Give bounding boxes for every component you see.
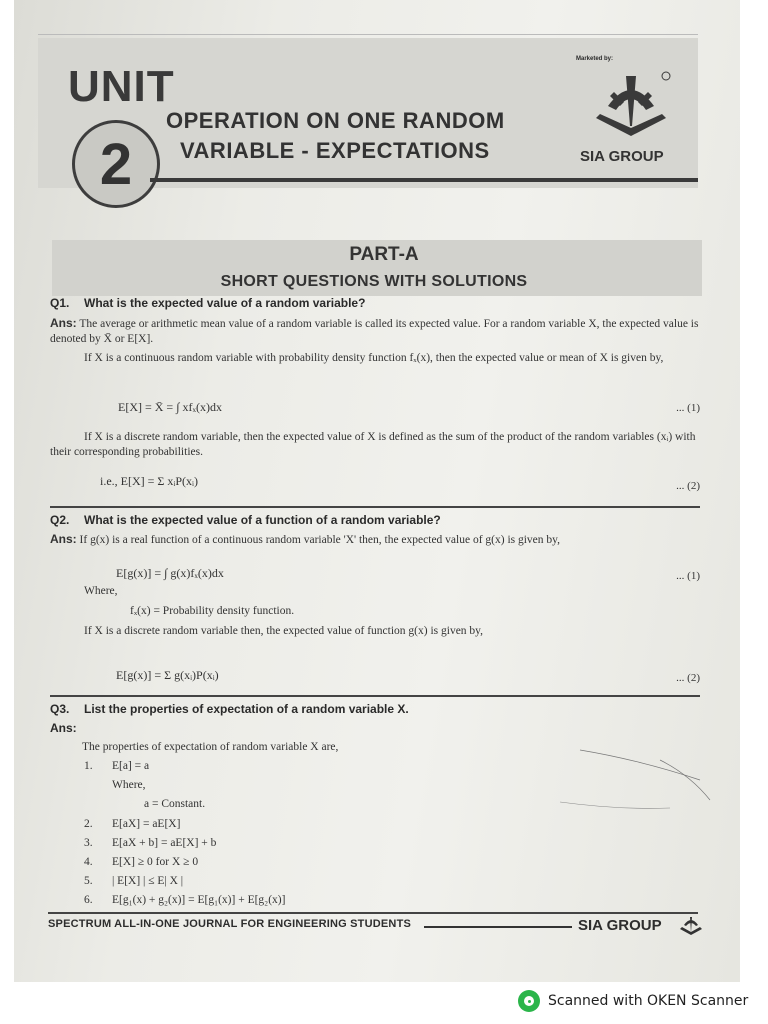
q2-para1-text: If g(x) is a real function of a continuous random variable 'X' then, the expected value of g(x) is given by, xyxy=(79,534,561,546)
q1-equation-2-number: ... (2) xyxy=(676,480,700,492)
pen-marks-icon xyxy=(560,740,720,820)
property-4-text: E[X] ≥ 0 for X ≥ 0 xyxy=(112,856,199,868)
q2-where-definition: fₓ(x) = Probability density function. xyxy=(130,605,295,617)
q2-equation-1-number: ... (1) xyxy=(676,570,700,582)
q1-equation-1-number: ... (1) xyxy=(676,402,700,414)
scanner-watermark xyxy=(518,990,748,1012)
property-item-1 xyxy=(84,760,149,772)
q2-equation-2-number: ... (2) xyxy=(676,672,700,684)
property-item-6 xyxy=(84,894,285,906)
question-3-number: Q3. xyxy=(50,702,70,716)
q1-divider xyxy=(50,506,700,508)
part-title: PART-A xyxy=(349,244,419,265)
q1-ans-label: Ans: xyxy=(50,316,77,330)
property-where: Where, xyxy=(112,779,146,791)
property-1-text: E[a] = a xyxy=(112,760,150,772)
property-1-number: 1. xyxy=(84,760,93,772)
question-3 xyxy=(50,702,409,716)
unit-title-line1: OPERATION ON ONE RANDOM xyxy=(166,108,505,133)
q3-intro: The properties of expectation of random variable X are, xyxy=(82,741,339,753)
brand-name: SIA GROUP xyxy=(580,148,664,165)
footer-line xyxy=(424,926,572,928)
q1-para1-text: The average or arithmetic mean value of a random variable is called its expected value. For a random variable X, the expected value is denoted by X̄ or E[X]. xyxy=(50,318,699,345)
footer-divider xyxy=(48,912,698,914)
property-2-number: 2. xyxy=(84,818,93,830)
question-1-text: What is the expected value of a random variable? xyxy=(84,296,366,310)
scanner-text: Scanned with OKEN Scanner xyxy=(548,993,749,1009)
property-6-number: 6. xyxy=(84,894,93,906)
property-2-text: E[aX] = aE[X] xyxy=(112,818,181,830)
q1-answer-para2: If X is a continuous random variable with probability density function fₓ(x), then the expected value or mean of X is given by, xyxy=(84,352,664,364)
property-item-3 xyxy=(84,837,216,849)
top-divider xyxy=(38,34,698,35)
property-4-number: 4. xyxy=(84,856,93,868)
q2-equation-1: E[g(x)] = ∫ g(x)fₓ(x)dx xyxy=(116,566,224,580)
q1-answer-para3: If X is a discrete random variable, then the expected value of X is defined as the sum of the product of the random variables (xᵢ) with their corresponding probabilities. xyxy=(50,431,696,458)
question-2-number: Q2. xyxy=(50,513,70,527)
oken-scanner-icon xyxy=(518,990,540,1012)
q1-equation-1: E[X] = X̄ = ∫ xfₓ(x)dx xyxy=(118,400,222,414)
footer-journal: SPECTRUM ALL-IN-ONE JOURNAL FOR ENGINEERING STUDENTS xyxy=(48,918,412,930)
property-3-text: E[aX + b] = aE[X] + b xyxy=(112,837,217,849)
property-6-text: E[g₁(x) + g₂(x)] = E[g₁(x)] + E[g₂(x)] xyxy=(112,894,286,906)
unit-number-badge: 2 xyxy=(72,120,160,208)
header-rule xyxy=(150,178,698,182)
part-subtitle: SHORT QUESTIONS WITH SOLUTIONS xyxy=(220,273,528,290)
unit-title xyxy=(166,106,566,166)
q3-ans-label: Ans: xyxy=(50,721,77,735)
q2-where: Where, xyxy=(84,585,118,597)
unit-label: UNIT xyxy=(68,62,175,111)
property-item-2 xyxy=(84,818,180,830)
question-3-text: List the properties of expectation of a random variable X. xyxy=(84,702,409,716)
q1-equation-2: i.e., E[X] = Σ xᵢP(xᵢ) xyxy=(100,474,198,488)
property-5-number: 5. xyxy=(84,875,93,887)
unit-title-line2: VARIABLE - EXPECTATIONS xyxy=(180,138,490,163)
question-1-number: Q1. xyxy=(50,296,70,310)
property-5-text: | E[X] | ≤ E| X | xyxy=(112,875,184,887)
footer-logo-icon xyxy=(678,915,704,939)
property-item-5 xyxy=(84,875,183,887)
footer-brand: SIA GROUP xyxy=(578,917,662,934)
q2-answer-para2: If X is a discrete random variable then, the expected value of function g(x) is given by, xyxy=(84,625,484,637)
q2-answer-para1 xyxy=(50,532,700,548)
question-1 xyxy=(50,296,365,310)
q2-equation-2: E[g(x)] = Σ g(xᵢ)P(xᵢ) xyxy=(116,668,219,682)
q2-ans-label: Ans: xyxy=(50,532,77,546)
property-item-4 xyxy=(84,856,198,868)
question-2-text: What is the expected value of a function of a random variable? xyxy=(84,513,441,527)
property-constant: a = Constant. xyxy=(144,798,206,810)
marketed-by-label: Marketed by: xyxy=(576,56,614,62)
question-2 xyxy=(50,513,441,527)
q2-divider xyxy=(50,695,700,697)
property-3-number: 3. xyxy=(84,837,93,849)
q1-answer-para1 xyxy=(50,316,700,347)
sia-logo-icon xyxy=(586,66,676,148)
